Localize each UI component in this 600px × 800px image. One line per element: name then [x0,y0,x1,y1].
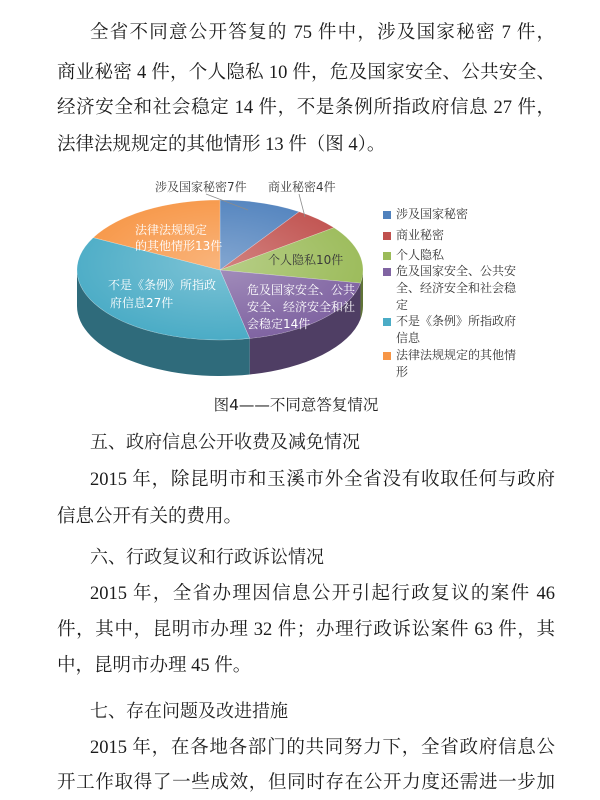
legend-swatch [383,352,391,360]
section-heading: 七、存在问题及改进措施 [90,701,288,722]
body-text-line: 信息公开有关的费用。 [57,507,243,527]
data-label-other-cases: 的其他情形13件 [135,239,223,253]
legend-swatch [383,252,391,260]
legend-swatch [383,232,391,240]
legend-label: 商业秘密 [396,228,445,242]
section-heading: 五、政府信息公开收费及减免情况 [90,432,360,453]
data-label-security: 会稳定14件 [247,317,311,331]
legend-swatch [383,318,391,326]
figure-caption: 图4——不同意答复情况 [213,396,379,414]
data-label-business-secrets: 商业秘密4件 [268,180,336,194]
legend-item [383,313,533,347]
legend-item [383,247,533,264]
legend-item [383,347,533,381]
legend-item [383,206,533,223]
body-text-line: 件，其中，昆明市办理 32 件；办理行政诉讼案件 63 件，其 [57,620,555,640]
body-text-line: 2015 年，除昆明市和玉溪市外全省没有收取任何与政府 [90,470,555,490]
body-text-line: 经济安全和社会稳定 14 件，不是条例所指政府信息 27 件， [57,98,555,118]
legend-label: 不是《条例》所指政府信息 [396,314,517,345]
legend-label: 涉及国家秘密 [396,207,469,221]
pie-top-faces [77,200,363,340]
body-text-line: 2015 年，全省办理因信息公开引起行政复议的案件 46 [90,584,555,604]
data-label-state-secrets: 涉及国家秘密7件 [155,180,247,194]
legend-label: 法律法规规定的其他情形 [396,348,517,379]
body-text-line: 中，昆明市办理 45 件。 [57,656,252,676]
body-text-line: 全省不同意公开答复的 75 件中，涉及国家秘密 7 件， [90,23,555,43]
body-text-line: 2015 年，在各地各部门的共同努力下，全省政府信息公 [90,738,555,758]
legend-item [383,227,533,244]
legend-label: 危及国家安全、公共安全、经济安全和社会稳定 [396,264,517,312]
data-label-other-cases: 法律法规规定 [135,223,208,237]
legend-item [383,263,533,314]
body-text-line: 开工作取得了一些成效，但同时存在公开力度还需进一步加 [57,773,555,793]
body-text-line: 商业秘密 4 件，个人隐私 10 件，危及国家安全、公共安全、 [57,63,555,83]
data-label-privacy: 个人隐私10件 [268,253,344,267]
body-text-line: 法律法规规定的其他情形 13 件（图 4）。 [57,135,386,155]
legend-swatch [383,211,391,219]
data-label-security: 安全、经济安全和社 [247,300,356,314]
data-label-security: 危及国家安全、公共 [247,283,356,297]
section-heading: 六、行政复议和行政诉讼情况 [90,547,324,568]
data-label-not-gov-info: 不是《条例》所指政 [108,278,217,292]
pie-highlight [77,200,363,340]
data-label-not-gov-info: 府信息27件 [110,296,174,310]
legend-label: 个人隐私 [396,248,445,262]
legend-swatch [383,268,391,276]
